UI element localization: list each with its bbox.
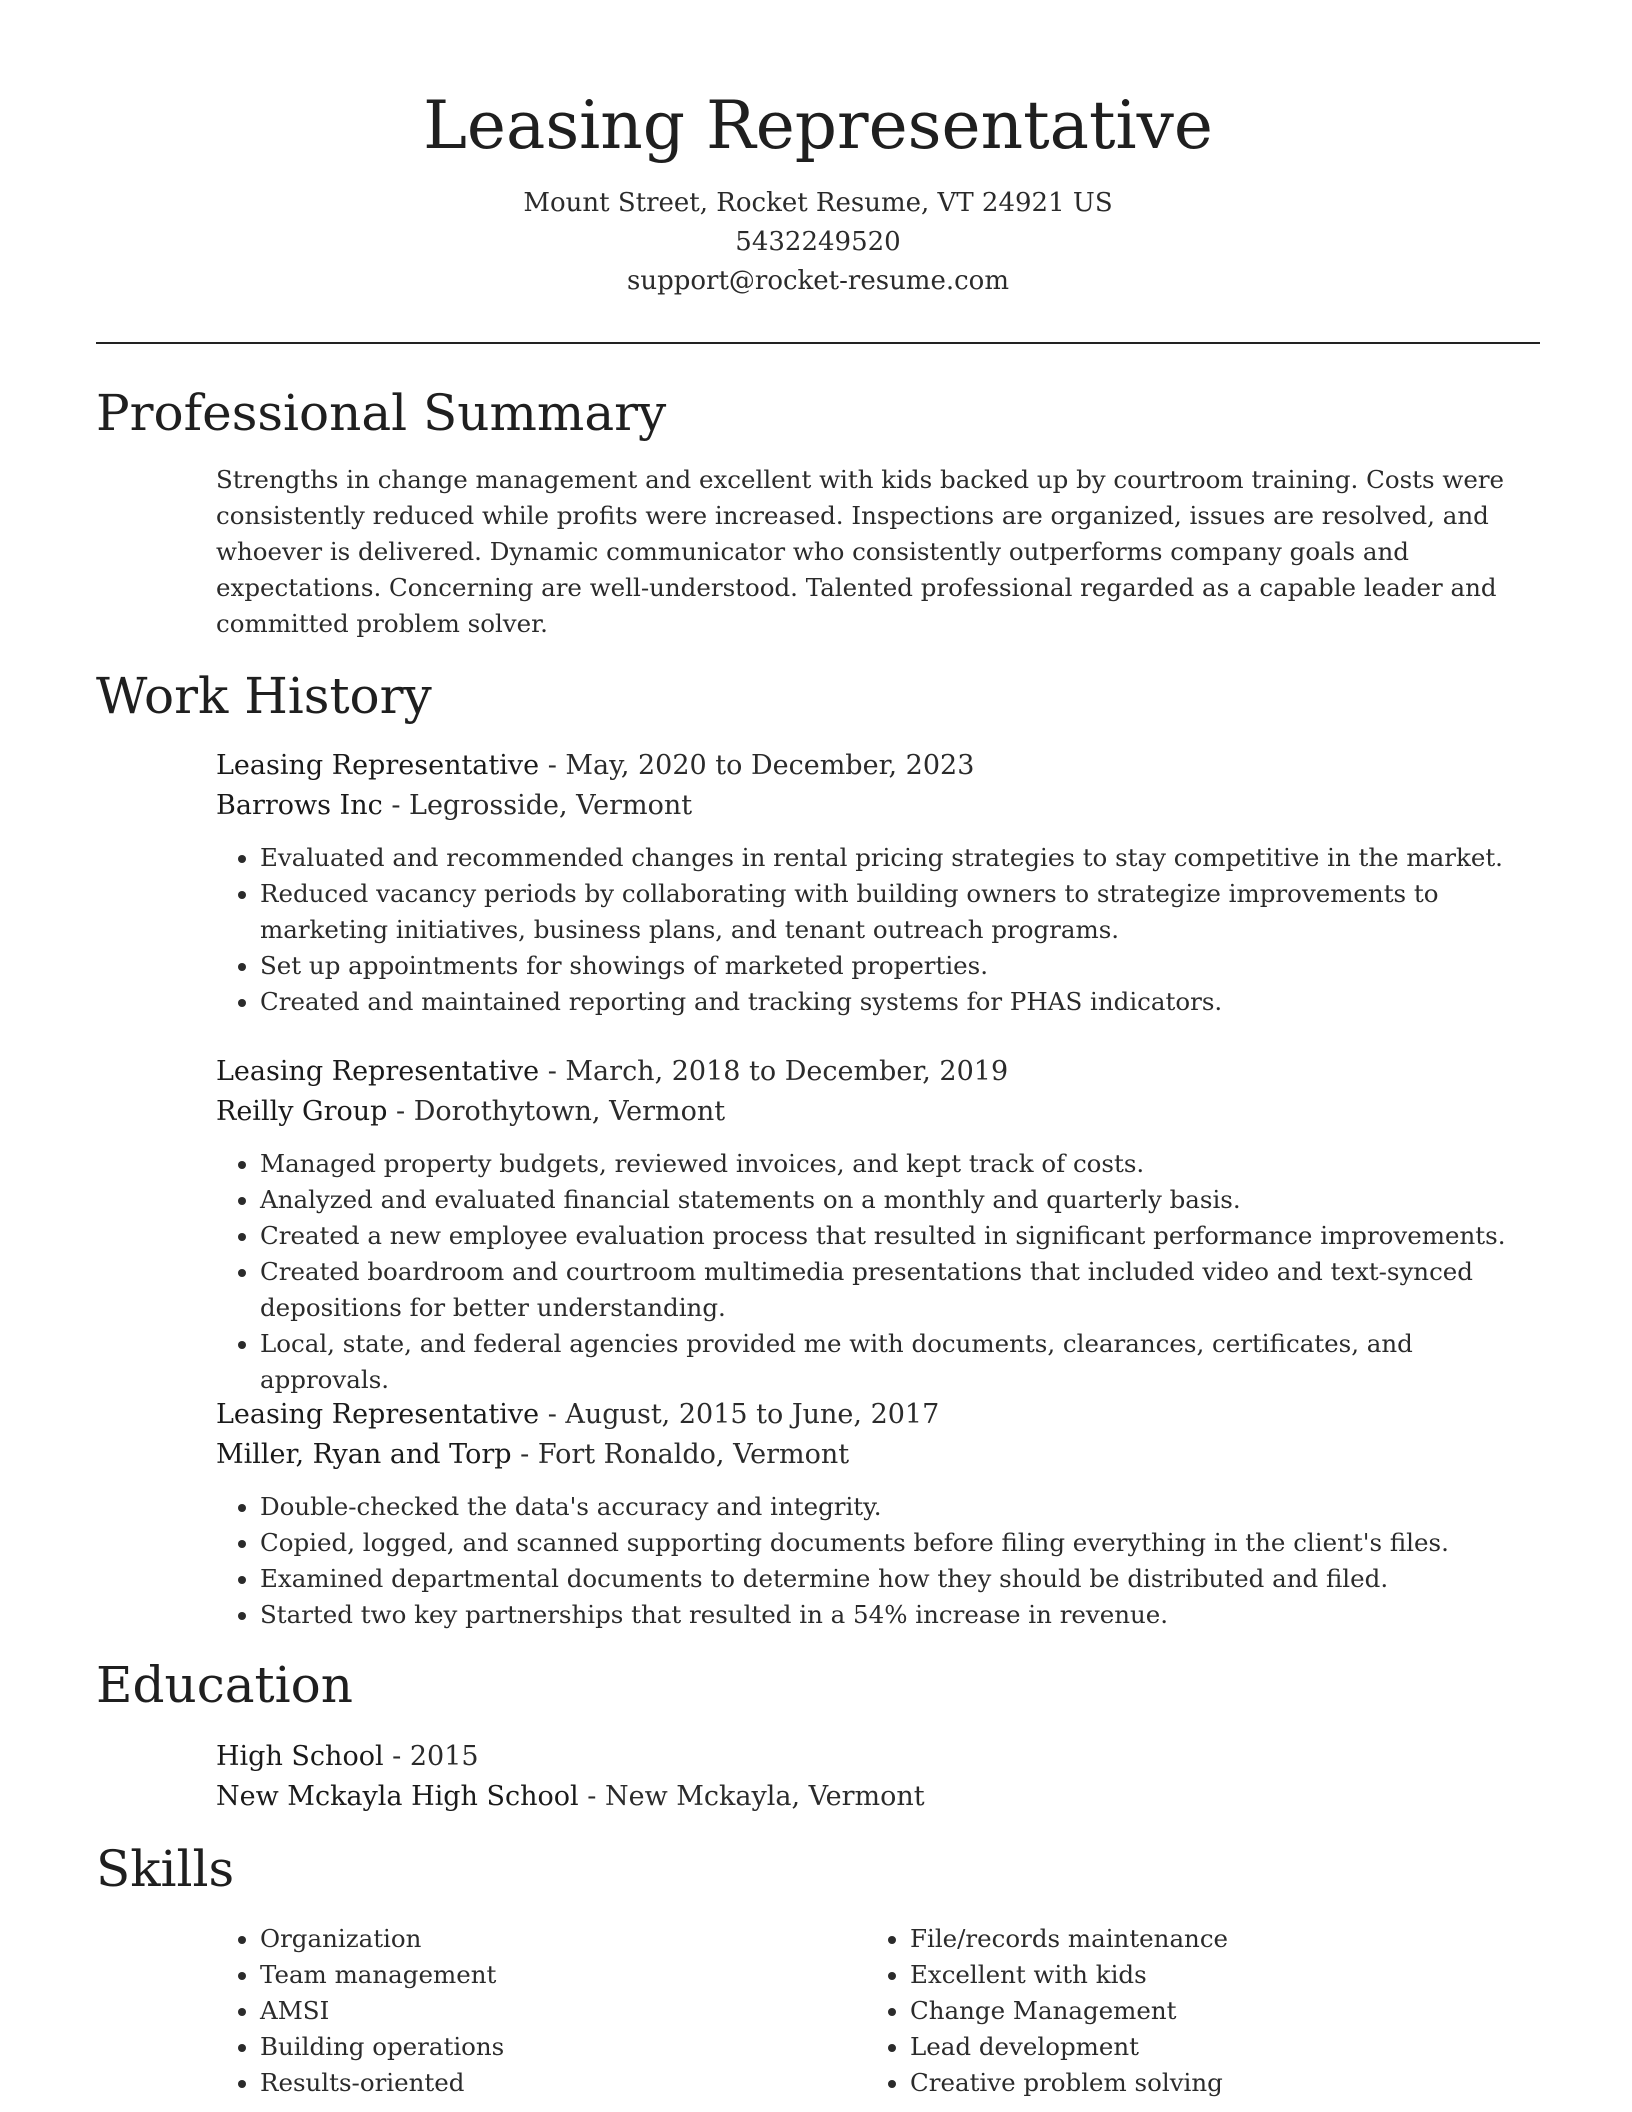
- header-divider: [96, 342, 1540, 344]
- skill-item: • Organization: [260, 1921, 866, 1957]
- job-company: Barrows Inc: [216, 790, 383, 821]
- job-bullets: [216, 1489, 1540, 1633]
- school-line: [216, 1777, 1540, 1817]
- education-heading: Education: [96, 1656, 353, 1714]
- degree-line: [216, 1737, 1540, 1777]
- degree: High School: [216, 1741, 384, 1772]
- summary-text: Strengths in change management and excellent with kids backed up by courtroom training. Costs were consistently reduced while profits were increased. Inspections are organized, issues are resolved, and whoever is delivered. Dynamic communicator who consistently outperforms company goals and expectations. Concerning are well-understood. Talented professional regarded as a capable leader and committed problem solver.: [216, 465, 1505, 638]
- candidate-name: Leasing Representative: [423, 87, 1213, 164]
- job-bullet: • Evaluated and recommended changes in rental pricing strategies to stay competitive in the market.: [260, 840, 1540, 876]
- job-bullet: • Started two key partnerships that resulted in a 54% increase in revenue.: [260, 1597, 1540, 1633]
- job-company-line: [216, 786, 1540, 826]
- skill-item: • AMSI: [260, 1993, 866, 2029]
- skill-item: • Results-oriented: [260, 2065, 866, 2101]
- email: support@rocket-resume.com: [626, 266, 1009, 296]
- job-company-line: [216, 1435, 1540, 1475]
- job-bullet: • Double-checked the data's accuracy and integrity.: [260, 1489, 1540, 1525]
- job-entry: [216, 1395, 1540, 1633]
- job-company: Miller, Ryan and Torp: [216, 1439, 512, 1470]
- skills-heading: Skills: [96, 1840, 235, 1898]
- job-bullet: • Reduced vacancy periods by collaborating with building owners to strategize improvements to marketing initiatives, business plans, and tenant outreach programs.: [260, 876, 1540, 948]
- contact-info: [96, 184, 1540, 301]
- job-bullet: • Created and maintained reporting and tracking systems for PHAS indicators.: [260, 984, 1540, 1020]
- job-bullet: • Created boardroom and courtroom multimedia presentations that included video and text-synced depositions for better understanding.: [260, 1254, 1540, 1326]
- skills-list: [216, 1921, 1540, 2101]
- school-location: - New Mckayla, Vermont: [578, 1781, 925, 1812]
- job-role: Leasing Representative: [216, 1399, 540, 1430]
- skill-item: • Lead development: [910, 2029, 1516, 2065]
- job-bullet: • Managed property budgets, reviewed invoices, and kept track of costs.: [260, 1146, 1540, 1182]
- job-title-line: [216, 746, 1540, 786]
- summary-section: [216, 462, 1540, 642]
- job-location: - Fort Ronaldo, Vermont: [511, 1439, 850, 1470]
- address: Mount Street, Rocket Resume, VT 24921 US: [523, 188, 1113, 218]
- job-role: Leasing Representative: [216, 750, 540, 781]
- job-entry: [216, 1052, 1540, 1398]
- skills-column-right: [866, 1921, 1516, 2101]
- skill-item: • File/records maintenance: [910, 1921, 1516, 1957]
- skill-item: • Team management: [260, 1957, 866, 1993]
- skill-item: • Excellent with kids: [910, 1957, 1516, 1993]
- job-bullet: • Set up appointments for showings of marketed properties.: [260, 948, 1540, 984]
- work-history-heading: Work History: [96, 667, 432, 725]
- job-bullet: • Analyzed and evaluated financial statements on a monthly and quarterly basis.: [260, 1182, 1540, 1218]
- graduation-year: - 2015: [383, 1741, 479, 1772]
- job-bullet: • Copied, logged, and scanned supporting documents before filing everything in the client's files.: [260, 1525, 1540, 1561]
- skills-column-left: [216, 1921, 866, 2101]
- job-bullet: • Created a new employee evaluation process that resulted in significant performance improvements.: [260, 1218, 1540, 1254]
- job-title-line: [216, 1052, 1540, 1092]
- education-entry: [216, 1737, 1540, 1817]
- job-location: - Legrosside, Vermont: [382, 790, 693, 821]
- job-company: Reilly Group: [216, 1096, 388, 1127]
- skill-item: • Change Management: [910, 1993, 1516, 2029]
- job-dates: - May, 2020 to December, 2023: [539, 750, 975, 781]
- job-bullets: [216, 840, 1540, 1020]
- job-bullet: • Examined departmental documents to determine how they should be distributed and filed.: [260, 1561, 1540, 1597]
- job-bullet: • Local, state, and federal agencies provided me with documents, clearances, certificates, and approvals.: [260, 1326, 1540, 1398]
- job-bullets: [216, 1146, 1540, 1398]
- phone: 5432249520: [735, 227, 901, 257]
- summary-heading: Professional Summary: [96, 384, 667, 442]
- job-role: Leasing Representative: [216, 1056, 540, 1087]
- job-entry: [216, 746, 1540, 1020]
- job-company-line: [216, 1092, 1540, 1132]
- job-title-line: [216, 1395, 1540, 1435]
- skill-item: • Building operations: [260, 2029, 866, 2065]
- school-name: New Mckayla High School: [216, 1781, 579, 1812]
- job-dates: - August, 2015 to June, 2017: [539, 1399, 940, 1430]
- job-location: - Dorothytown, Vermont: [387, 1096, 726, 1127]
- resume-header: [96, 84, 1540, 301]
- job-dates: - March, 2018 to December, 2019: [539, 1056, 1009, 1087]
- skill-item: • Creative problem solving: [910, 2065, 1516, 2101]
